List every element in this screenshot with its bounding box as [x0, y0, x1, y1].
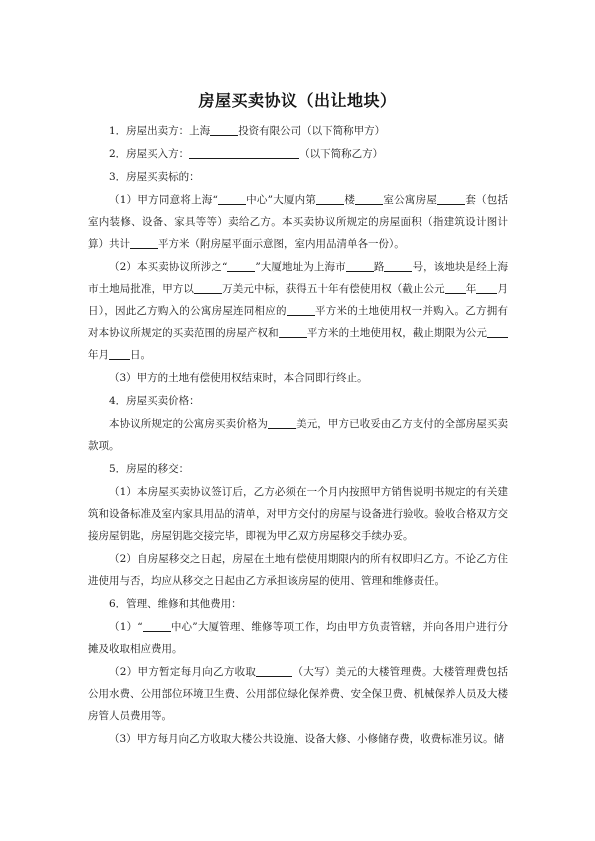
- seller-label: 1．房屋出卖方：上海: [109, 125, 211, 137]
- blank-field: [268, 415, 296, 429]
- clause-text: 平方米的土地使用权一并购入。乙方拥有对本协议所规定的买卖范围的房屋产权和: [88, 305, 509, 339]
- clause-text: 本协议所规定的公寓房买卖价格为: [109, 418, 268, 430]
- clause-text: （1）甲方同意将上海“: [109, 194, 218, 206]
- blank-field: [346, 258, 374, 272]
- buyer-label: 2．房屋买入方：: [109, 148, 190, 160]
- clause-text: 路: [373, 261, 385, 273]
- clause-5-1: （1）本房屋买卖协议签订后，乙方必须在一个月内按照甲方销售说明书规定的有关建筑和设备标准及室内家具用品的清单，对甲方交付的房屋与设备进行验收。验收合格双方交接房屋钥匙，房屋钥匙交接完毕，即视为甲乙双方房屋移交手续办妥。: [88, 486, 508, 542]
- clause-text: （1）“: [109, 621, 143, 633]
- blank-field: [476, 280, 497, 294]
- clause-3-3: （3）甲方的土地有偿使用权结束时，本合同即行终止。: [109, 372, 368, 384]
- section-heading: 5．房屋的移交：: [109, 463, 190, 475]
- blank-field: [437, 191, 465, 205]
- clause-text: 中心”大厦内第: [245, 194, 317, 206]
- section-heading: 4．房屋买卖价格：: [109, 395, 200, 407]
- buyer-suffix: （以下简称乙方）: [299, 148, 384, 160]
- blank-field: [218, 191, 246, 205]
- blank-field: [194, 280, 222, 294]
- clause-text: 年: [465, 283, 477, 295]
- document-title: 房屋买卖协议（出让地块）: [198, 91, 397, 110]
- blank-field: [130, 235, 158, 249]
- blank-field: [487, 324, 508, 338]
- clause-text: 平方米（附房屋平面示意图，室内用品清单各一份）。: [158, 238, 405, 250]
- blank-field: [143, 618, 171, 632]
- clause-3-2: [88, 256, 508, 366]
- clause-text: 室公寓房屋: [383, 194, 438, 206]
- blank-field: [287, 302, 315, 316]
- clause-text: 年月: [88, 349, 109, 361]
- clause-text: ”大厦地址为上海市: [255, 261, 346, 273]
- section-buyer: [88, 143, 508, 165]
- blank-field: [109, 346, 130, 360]
- blank-field: [316, 191, 344, 205]
- clause-text: 套（包括室内装修、设备、家具等等）卖给乙方。本买卖协议所规定的房屋面积（指建筑设计图计算）共计: [88, 194, 509, 250]
- section-heading: 6．管理、维修和其他费用：: [109, 598, 242, 610]
- clause-text: 月日），因此乙方购入的公寓房屋连同相应的: [88, 283, 509, 317]
- clause-5-2: （2）自房屋移交之日起，房屋在土地有偿使用期限内的所有权即归乙方。不论乙方住进使用与否，均应从移交之日起由乙方承担该房屋的使用、管理和维修责任。: [88, 553, 508, 587]
- clause-text: 美元，甲方已收妥由乙方支付的全部房屋买卖款项。: [88, 418, 508, 452]
- blank-field: [384, 258, 412, 272]
- clause-6-2: [88, 661, 508, 727]
- section-seller: [88, 120, 508, 142]
- clause-text: （2）本买卖协议所涉之“: [109, 261, 228, 273]
- clause-3-1: [88, 189, 508, 255]
- clause-6-3: （3）甲方每月向乙方收取大楼公共设施、设备大修、小修储存费，收费标准另议。储: [109, 733, 505, 745]
- blank-field: [189, 145, 299, 159]
- section-heading: 3．房屋买卖标的：: [109, 171, 200, 183]
- blank-field: [355, 191, 383, 205]
- blank-field: [256, 663, 292, 677]
- clause-text: （2）甲方暂定每月向乙方收取: [109, 666, 257, 678]
- blank-field: [210, 122, 238, 136]
- clause-6-1: [88, 616, 508, 660]
- clause-text: 号，该地块是经上海市土地局批准，甲方以: [88, 261, 508, 295]
- clause-text: 楼: [344, 194, 356, 206]
- blank-field: [279, 324, 307, 338]
- clause-text: 日。: [130, 349, 151, 361]
- clause-4: [88, 413, 508, 457]
- seller-suffix: 投资有限公司（以下简称甲方）: [238, 125, 386, 137]
- clause-text: 万美元中标，获得五十年有偿使用权（截止公元: [222, 283, 445, 295]
- clause-text: 平方米的土地使用权，截止期限为公元: [306, 327, 487, 339]
- blank-field: [445, 280, 466, 294]
- clause-text: （大写）美元的大楼管理费。大楼管理费包括公用水费、公用部位环境卫生费、公用部位绿化保养费、安全保卫费、机械保养人员及大楼房管人员费用等。: [88, 666, 509, 722]
- clause-text: 中心”大厦管理、维修等项工作，均由甲方负责管辖，并向各用户进行分摊及收取相应费用。: [88, 621, 508, 655]
- document-body: [88, 120, 508, 751]
- blank-field: [227, 258, 255, 272]
